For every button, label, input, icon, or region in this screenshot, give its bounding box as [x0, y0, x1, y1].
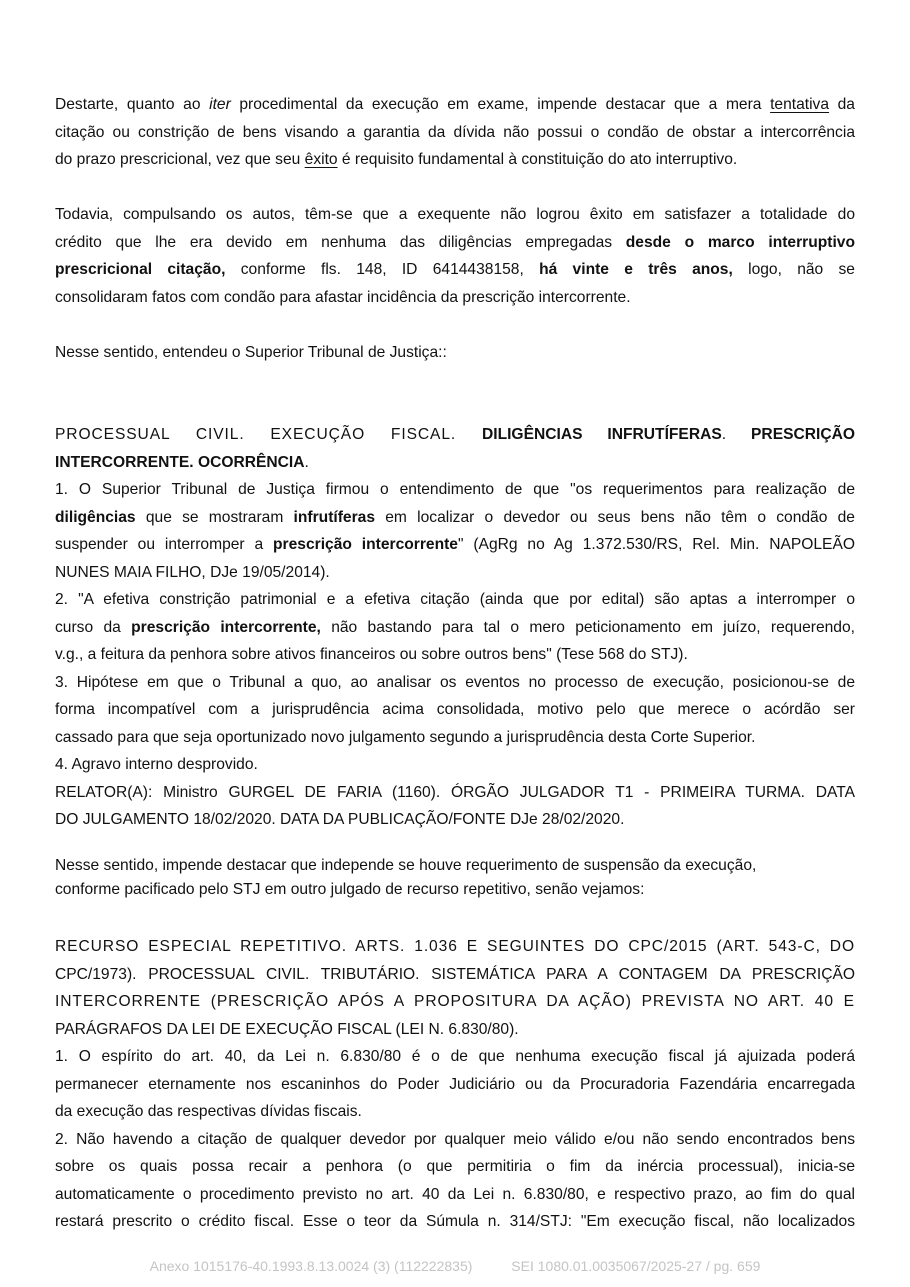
text-line	[55, 146, 855, 174]
bold-span: prescrição intercorrente,	[131, 618, 321, 636]
text-line: RECURSO ESPECIAL REPETITIVO. ARTS. 1.036 E SEGUINTES DO CPC/2015 (ART. 543-C, DO	[55, 938, 855, 955]
text-line	[55, 256, 855, 284]
underlined-term: êxito	[304, 151, 338, 168]
text-line: 1. O Superior Tribunal de Justiça firmou o entendimento de que "os requerimentos para realização de	[55, 481, 855, 498]
text-line	[55, 614, 855, 642]
bold-span: diligências	[55, 508, 136, 526]
text-line: NUNES MAIA FILHO, DJe 19/05/2014).	[55, 563, 330, 581]
underlined-term: tentativa	[770, 96, 830, 113]
text-line	[55, 91, 855, 119]
text-line: conforme pacificado pelo STJ em outro julgado de recurso repetitivo, senão vejamos:	[55, 881, 645, 898]
quote-resp-repetitivo	[55, 933, 855, 1236]
text-line: INTERCORRENTE (PRESCRIÇÃO APÓS A PROPOSITURA DA AÇÃO) PREVISTA NO ART. 40 E	[55, 993, 855, 1010]
text-span: procedimental da execução em exame, impende destacar que a mera	[230, 96, 771, 113]
bold-span: prescricional citação,	[55, 261, 226, 278]
text-span: não bastando para tal o mero peticionamento em juízo, requerendo,	[320, 618, 855, 636]
text-line: consolidaram fatos com condão para afastar incidência da prescrição intercorrente.	[55, 288, 631, 306]
text-span: conforme fls. 148, ID 6414438158,	[225, 261, 540, 278]
text-line: 2. Não havendo a citação de qualquer devedor por qualquer meio válido e/ou não sendo encontrados bens	[55, 1130, 855, 1148]
text-span: .	[304, 453, 309, 471]
text-line: RELATOR(A): Ministro GURGEL DE FARIA (1160). ÓRGÃO JULGADOR T1 - PRIMEIRA TURMA. DATA	[55, 783, 855, 801]
text-line: PARÁGRAFOS DA LEI DE EXECUÇÃO FISCAL (LEI N. 6.830/80).	[55, 1020, 519, 1038]
text-span: .	[721, 426, 752, 443]
text-line: Nesse sentido, impende destacar que independe se houve requerimento de suspensão da execução,	[55, 857, 757, 874]
text-line: permanecer eternamente nos escaninhos do Poder Judiciário ou da Procuradoria Fazendária encarregada	[55, 1075, 855, 1093]
text-span: que se mostraram	[135, 508, 294, 526]
italic-term: iter	[209, 96, 231, 113]
text-span: " (AgRg no Ag 1.372.530/RS, Rel. Min. NAPOLEÃO	[457, 536, 855, 553]
text-line: 3. Hipótese em que o Tribunal a quo, ao analisar os eventos no processo de execução, posicionou-se de	[55, 673, 855, 691]
bold-span: infrutíferas	[293, 508, 375, 526]
text-line: forma incompatível com a jurisprudência acima consolidada, motivo pelo que merece o acórdão ser	[55, 701, 855, 718]
page-footer: Anexo 1015176-40.1993.8.13.0024 (3) (112222835) SEI 1080.01.0035067/2025-27 / pg. 659	[149, 1258, 761, 1274]
bold-span: há vinte e três anos,	[539, 261, 733, 278]
bold-span: prescrição intercorrente	[273, 536, 458, 553]
text-span: é requisito fundamental à constituição do ato interruptivo.	[337, 151, 738, 168]
bold-span: INTERCORRENTE. OCORRÊNCIA	[55, 453, 305, 471]
text-line: Todavia, compulsando os autos, têm-se que a exequente não logrou êxito em satisfazer a totalidade do	[55, 206, 855, 223]
text-line: DO JULGAMENTO 18/02/2020. DATA DA PUBLICAÇÃO/FONTE DJe 28/02/2020.	[55, 811, 625, 828]
text-line: 1. O espírito do art. 40, da Lei n. 6.830/80 é o de que nenhuma execução fiscal já ajuizada poderá	[55, 1048, 855, 1065]
paragraph-nesse-sentido	[55, 339, 855, 367]
text-line: citação ou constrição de bens visando a garantia da dívida não possui o condão de obstar a intercorrência	[55, 123, 855, 141]
text-line: da execução das respectivas dívidas fiscais.	[55, 1103, 362, 1120]
text-span: PROCESSUAL CIVIL. EXECUÇÃO FISCAL.	[55, 426, 482, 443]
text-line: 4. Agravo interno desprovido.	[55, 756, 258, 773]
text-line	[55, 531, 855, 559]
text-span: curso da	[55, 618, 132, 636]
text-line: sobre os quais possa recair a penhora (o que permitiria o fim da inércia processual), inicia-se	[55, 1158, 855, 1175]
text-span: Destarte, quanto ao	[55, 96, 210, 113]
text-line: v.g., a feitura da penhora sobre ativos financeiros ou sobre outros bens" (Tese 568 do STJ).	[55, 646, 688, 663]
text-line: automaticamente o procedimento previsto no art. 40 da Lei n. 6.830/80, e respectivo prazo, ao fim do qual	[55, 1185, 855, 1203]
text-span: da	[829, 96, 855, 113]
text-line: cassado para que seja oportunizado novo julgamento segundo a jurisprudência desta Corte Superior.	[55, 728, 756, 746]
bold-span: desde o marco interruptivo	[625, 233, 855, 251]
text-span: crédito que lhe era devido em nenhuma das diligências empregadas	[55, 233, 626, 251]
text-line	[55, 229, 855, 257]
text-span: em localizar o devedor ou seus bens não têm o condão de	[375, 508, 855, 526]
paragraph-independe	[55, 854, 855, 902]
quote-heading-line	[55, 421, 855, 449]
text-span: logo, não se	[732, 261, 855, 278]
paragraph-todavia	[55, 201, 855, 311]
text-span: suspender ou interromper a	[55, 536, 274, 553]
text-line: restará prescrito o crédito fiscal. Esse o teor da Súmula n. 314/STJ: "Em execução fiscal, não localizados	[55, 1213, 855, 1230]
quote-agrg-ementa	[55, 421, 855, 834]
text-line: CPC/1973). PROCESSUAL CIVIL. TRIBUTÁRIO. SISTEMÁTICA PARA A CONTAGEM DA PRESCRIÇÃO	[55, 965, 855, 983]
text-line	[55, 504, 855, 532]
text-line: 2. "A efetiva constrição patrimonial e a efetiva citação (ainda que por edital) são aptas a interromper o	[55, 591, 855, 608]
text-span: do prazo prescricional, vez que seu	[55, 151, 305, 168]
quote-heading-line	[55, 449, 855, 477]
bold-span: PRESCRIÇÃO	[751, 426, 856, 443]
text-line: Nesse sentido, entendeu o Superior Tribunal de Justiça::	[55, 344, 447, 361]
paragraph-iter	[55, 91, 855, 174]
bold-span: DILIGÊNCIAS INFRUTÍFERAS	[481, 426, 722, 443]
